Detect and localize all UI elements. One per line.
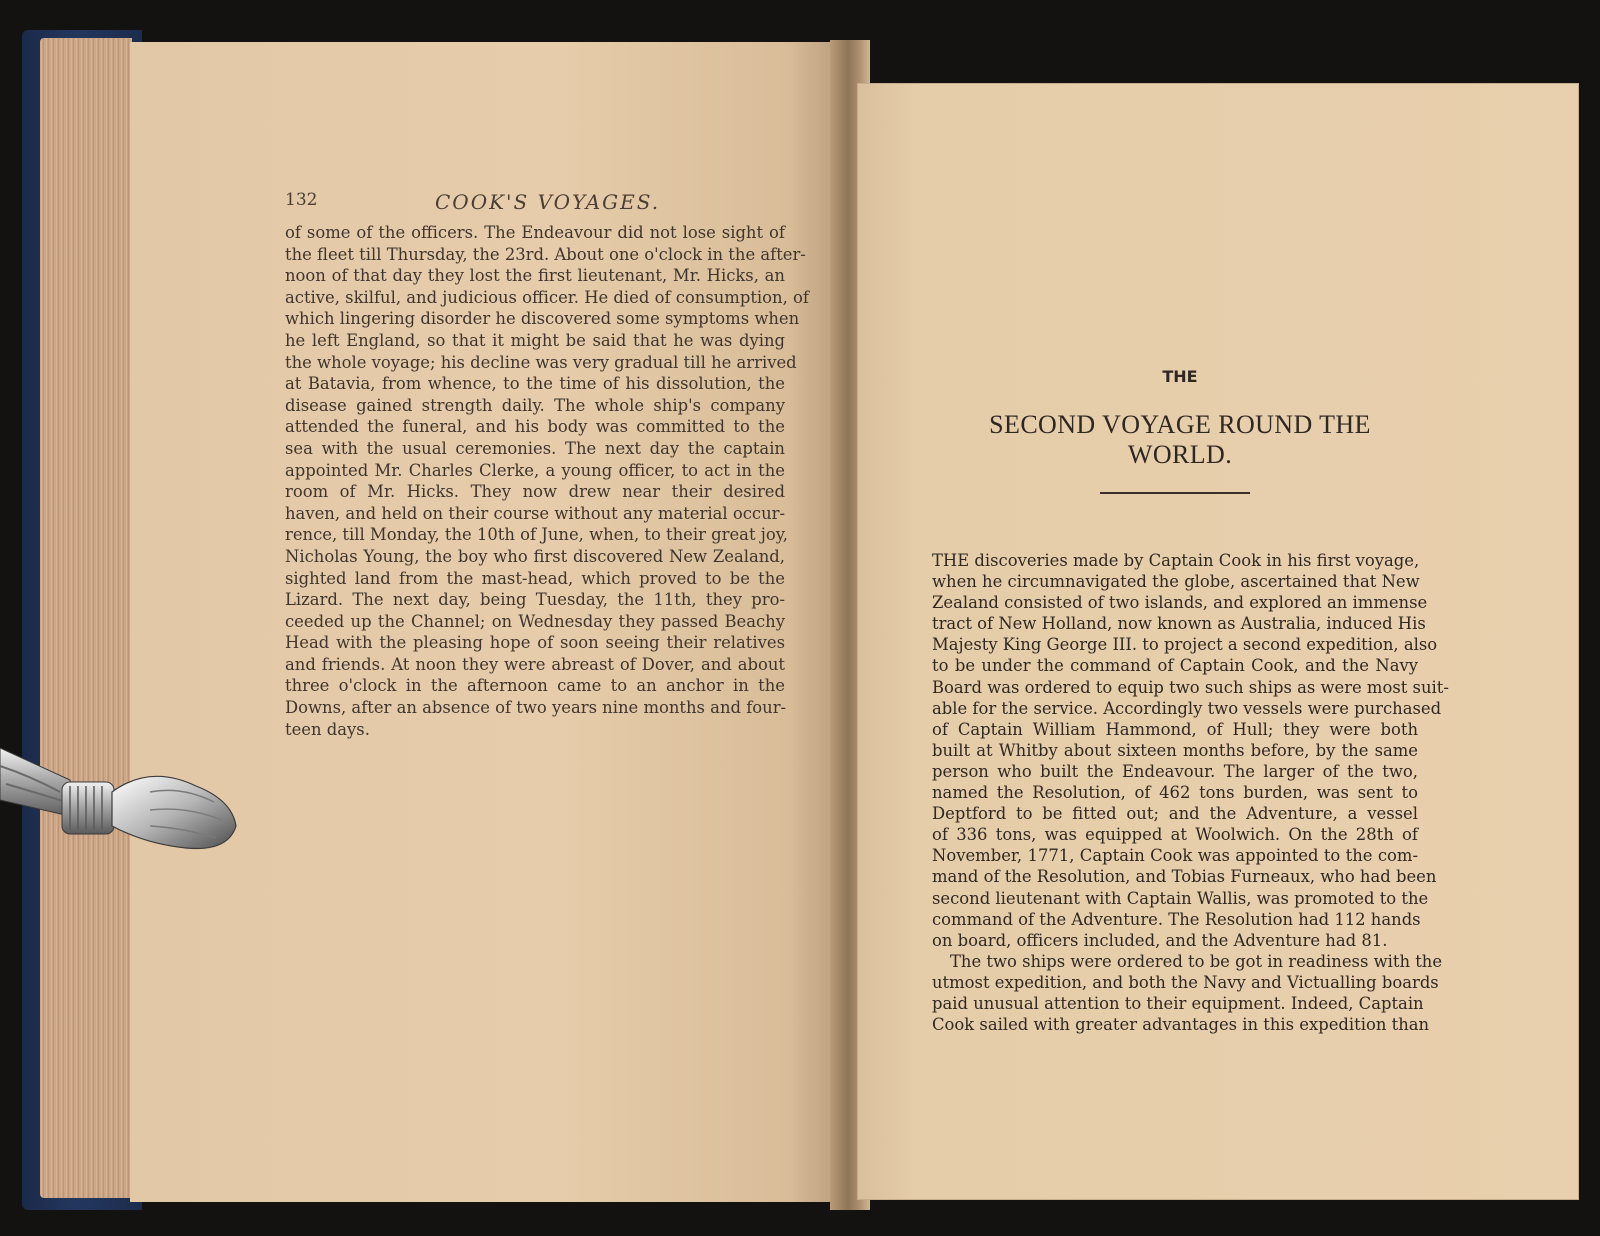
text-line: which lingering disorder he discovered some symptoms when bbox=[285, 309, 800, 329]
text-line: Cook sailed with greater advantages in this expedition than bbox=[932, 1015, 1430, 1035]
text-line: to be under the command of Captain Cook, and the Navy bbox=[932, 656, 1418, 676]
text-line: haven, and held on their course without any material occur- bbox=[285, 503, 785, 523]
text-line: paid unusual attention to their equipment. Indeed, Captain bbox=[932, 993, 1424, 1013]
text-line: named the Resolution, of 462 tons burden, was sent to bbox=[932, 783, 1418, 803]
text-line: disease gained strength daily. The whole ship's company bbox=[285, 395, 785, 415]
text-line: person who built the Endeavour. The larger of the two, bbox=[932, 761, 1418, 781]
text-line: the whole voyage; his decline was very gradual till he arrived bbox=[285, 352, 797, 372]
text-line: Head with the pleasing hope of soon seeing their relatives bbox=[285, 633, 785, 653]
text-line: THE discoveries made by Captain Cook in his first voyage, bbox=[932, 551, 1420, 570]
text-line: Downs, after an absence of two years nine months and four- bbox=[285, 698, 787, 718]
chapter-heading: SECOND VOYAGE ROUND THE WORLD. bbox=[989, 410, 1371, 469]
text-line: The two ships were ordered to be got in readiness with the bbox=[950, 951, 1443, 971]
text-line: noon of that day they lost the first lieutenant, Mr. Hicks, an bbox=[285, 266, 785, 286]
text-line: appointed Mr. Charles Clerke, a young officer, to act in the bbox=[285, 460, 785, 480]
text-line: of 336 tons, was equipped at Woolwich. On the 28th of bbox=[932, 825, 1418, 845]
text-line: he left England, so that it might be said that he was dying bbox=[285, 330, 785, 350]
running-title: COOK'S VOYAGES. bbox=[435, 190, 661, 214]
text-line: Deptford to be fitted out; and the Adventure, a vessel bbox=[932, 804, 1418, 824]
text-line: the fleet till Thursday, the 23rd. About one o'clock in the after- bbox=[285, 244, 806, 264]
text-line: sighted land from the mast-head, which proved to be the bbox=[285, 568, 785, 588]
text-line: Zealand consisted of two islands, and explored an immense bbox=[932, 593, 1428, 613]
text-line: Lizard. The next day, being Tuesday, the 11th, they pro- bbox=[285, 590, 785, 610]
page-number: 132 bbox=[285, 190, 318, 210]
text-line: of some of the officers. The Endeavour did not lose sight of bbox=[285, 223, 785, 242]
text-line: when he circumnavigated the globe, ascertained that New bbox=[932, 572, 1420, 592]
text-line: room of Mr. Hicks. They now drew near their desired bbox=[285, 482, 785, 502]
text-line: able for the service. Accordingly two vessels were purchased bbox=[932, 698, 1442, 718]
page-edges bbox=[40, 38, 132, 1198]
text-line: tract of New Holland, now known as Australia, induced His bbox=[932, 614, 1426, 634]
text-line: rence, till Monday, the 10th of June, when, to their great joy, bbox=[285, 525, 788, 545]
text-line: November, 1771, Captain Cook was appointed to the com- bbox=[932, 846, 1418, 866]
text-line: mand of the Resolution, and Tobias Furneaux, who had been bbox=[932, 867, 1437, 887]
title-rule bbox=[1100, 492, 1250, 494]
text-line: of Captain William Hammond, of Hull; they were both bbox=[932, 719, 1418, 739]
text-line: sea with the usual ceremonies. The next day the captain bbox=[285, 438, 785, 458]
text-line: command of the Adventure. The Resolution had 112 hands bbox=[932, 909, 1421, 929]
text-line: second lieutenant with Captain Wallis, was promoted to the bbox=[932, 888, 1429, 908]
text-line: active, skilful, and judicious officer. He died of consumption, of bbox=[285, 287, 809, 307]
text-line: ceeded up the Channel; on Wednesday they passed Beachy bbox=[285, 611, 785, 631]
text-line: built at Whitby about sixteen months before, by the same bbox=[932, 740, 1418, 760]
text-line: teen days. bbox=[285, 719, 370, 739]
text-line: utmost expedition, and both the Navy and Victualling boards bbox=[932, 972, 1439, 992]
text-line: three o'clock in the afternoon came to an anchor in the bbox=[285, 676, 785, 696]
right-page-text bbox=[932, 550, 1449, 1035]
silver-page-holder-icon bbox=[0, 740, 270, 880]
text-line: Board was ordered to equip two such ships as were most suit- bbox=[932, 677, 1449, 697]
text-line: on board, officers included, and the Adventure had 81. bbox=[932, 930, 1388, 950]
text-line: and friends. At noon they were abreast of Dover, and about bbox=[285, 654, 785, 674]
left-page-text bbox=[285, 222, 809, 740]
text-line: attended the funeral, and his body was committed to the bbox=[285, 417, 785, 437]
text-line: at Batavia, from whence, to the time of his dissolution, the bbox=[285, 374, 785, 394]
running-head bbox=[285, 190, 785, 220]
chapter-heading-the: THE bbox=[1162, 367, 1198, 386]
text-line: Majesty King George III. to project a second expedition, also bbox=[932, 635, 1438, 655]
text-line: Nicholas Young, the boy who first discovered New Zealand, bbox=[285, 546, 785, 566]
